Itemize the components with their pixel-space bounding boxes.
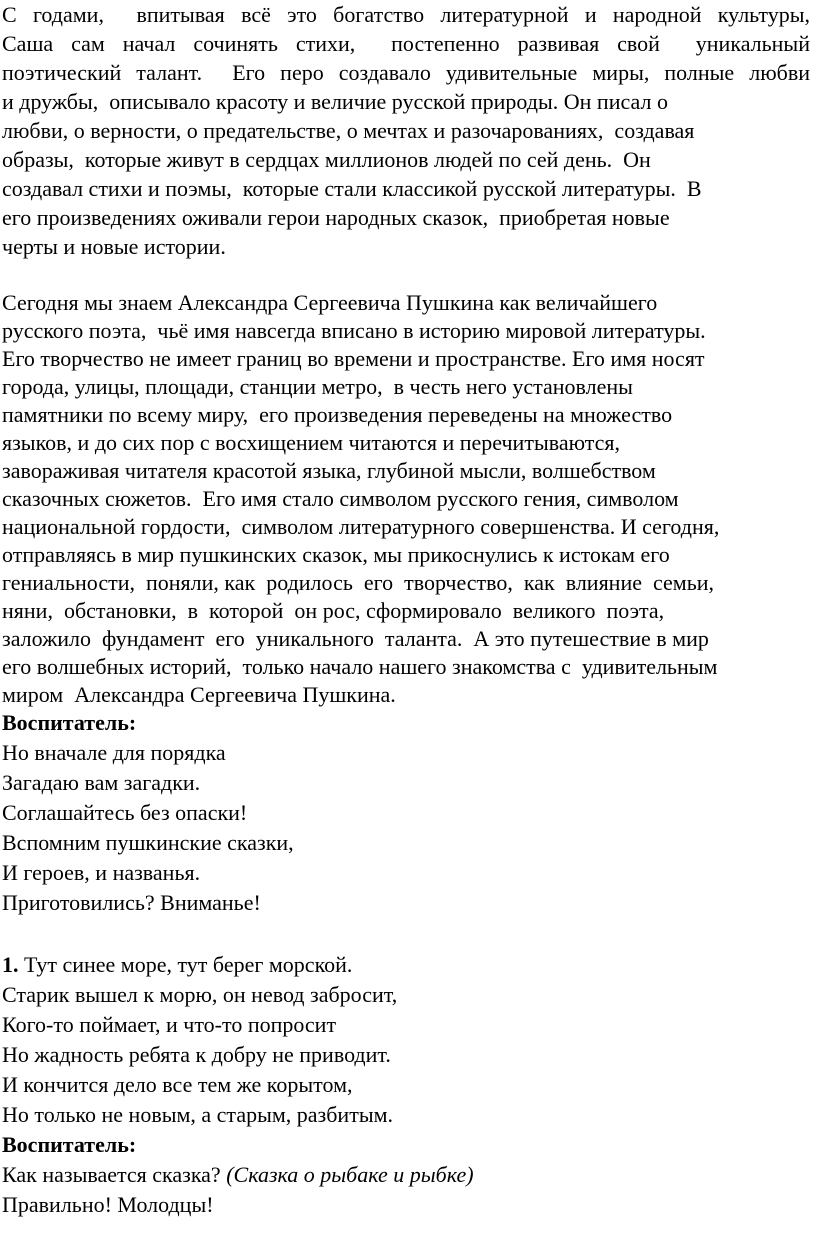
verse-line-1: Но вначале для порядка (2, 740, 226, 765)
paragraph-2-line-7: завораживая читателя красотой языка, глубиной мысли, волшебством (2, 458, 656, 483)
paragraph-1-line-6: образы, которые живут в сердцах миллионов людей по сей день. Он (2, 147, 651, 172)
riddle-1-line-5: И кончится дело все тем же корытом, (2, 1072, 353, 1097)
riddle-number: 1. (2, 952, 19, 977)
answer-text: (Сказка о рыбаке и рыбке) (226, 1162, 474, 1187)
verse-line-6: Приготовились? Вниманье! (2, 890, 261, 915)
paragraph-1-line-2: Саша сам начал сочинять стихи, постепенно развивая свой уникальный (2, 31, 810, 56)
riddle-1-line-2: Старик вышел к морю, он невод забросит, (2, 982, 398, 1007)
paragraph-2-line-9: национальной гордости, символом литературного совершенства. И сегодня, (2, 514, 720, 539)
speaker-label-2: Воспитатель: (2, 1132, 137, 1157)
riddle-1-line-4: Но жадность ребята к добру не приводит. (2, 1042, 391, 1067)
riddle-1-line-6: Но только не новым, а старым, разбитым. (2, 1102, 394, 1127)
paragraph-2-line-10: отправляясь в мир пушкинских сказок, мы прикоснулись к истокам его (2, 542, 670, 567)
paragraph-2-line-11: гениальности, поняли, как родилось его творчество, как влияние семьи, (2, 570, 715, 595)
paragraph-2-line-4: города, улицы, площади, станции метро, в честь него установлены (2, 374, 633, 399)
paragraph-2-line-1: Сегодня мы знаем Александра Сергеевича Пушкина как величайшего (2, 290, 658, 315)
paragraph-1-line-3: поэтический талант. Его перо создавало удивительные миры, полные любви (2, 60, 810, 85)
paragraph-2-line-13: заложило фундамент его уникального таланта. А это путешествие в мир (2, 626, 709, 651)
paragraph-2-line-3: Его творчество не имеет границ во времени и пространстве. Его имя носят (2, 346, 705, 371)
riddle-1-line-3: Кого-то поймает, и что-то попросит (2, 1012, 337, 1037)
riddle-1-line-1: Тут синее море, тут берег морской. (18, 952, 353, 977)
paragraph-1-line-4: и дружбы, описывало красоту и величие русской природы. Он писал о (2, 89, 668, 114)
paragraph-2-line-2: русского поэта, чьё имя навсегда вписано в историю мировой литературы. (2, 318, 706, 343)
paragraph-2-line-6: языков, и до сих пор с восхищением читаются и перечитываются, (2, 430, 620, 455)
verse-line-5: И героев, и названья. (2, 860, 201, 885)
verse-line-2: Загадаю вам загадки. (2, 770, 201, 795)
paragraph-1-line-1: С годами, впитывая всё это богатство литературной и народной культуры, (2, 2, 810, 27)
verse-line-4: Вспомним пушкинские сказки, (2, 830, 294, 855)
paragraph-2-line-15: миром Александра Сергеевича Пушкина. (2, 682, 396, 707)
verse-line-3: Соглашайтесь без опаски! (2, 800, 248, 825)
question-line (2, 1164, 474, 1186)
question-text: Как называется сказка? (2, 1162, 227, 1187)
praise-line: Правильно! Молодцы! (2, 1192, 214, 1217)
riddle-1-first-line (2, 954, 352, 976)
paragraph-2-line-12: няни, обстановки, в которой он рос, сформировало великого поэта, (2, 598, 665, 623)
paragraph-2-line-5: памятники по всему миру, его произведения переведены на множество (2, 402, 673, 427)
paragraph-1-line-8: его произведениях оживали герои народных сказок, приобретая новые (2, 205, 670, 230)
speaker-label-1: Воспитатель: (2, 710, 137, 735)
paragraph-2-line-14: его волшебных историй, только начало нашего знакомства с удивительным (2, 654, 718, 679)
paragraph-1-line-9: черты и новые истории. (2, 234, 226, 259)
paragraph-2-line-8: сказочных сюжетов. Его имя стало символом русского гения, символом (2, 486, 679, 511)
paragraph-1-line-7: создавал стихи и поэмы, которые стали классикой русской литературы. В (2, 176, 702, 201)
paragraph-1-line-5: любви, о верности, о предательстве, о мечтах и разочарованиях, создавая (2, 118, 695, 143)
